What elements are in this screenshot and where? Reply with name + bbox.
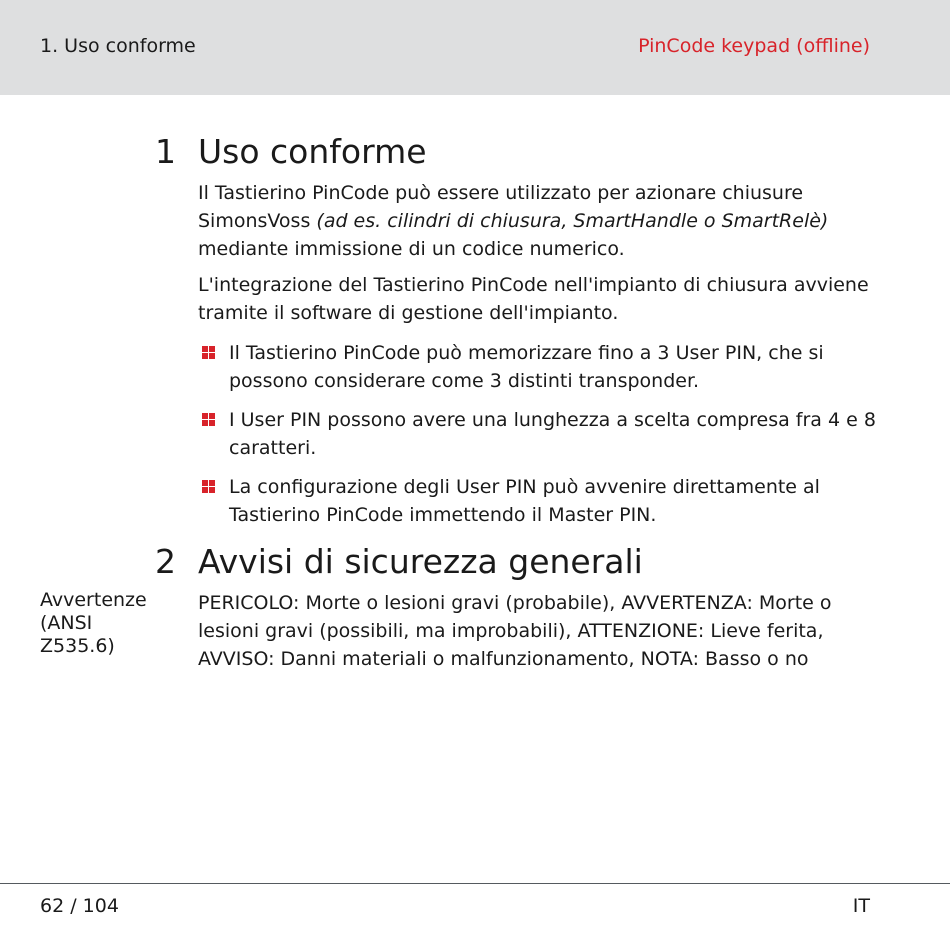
list-item: [198, 406, 878, 462]
paragraph-1-italic-examples: (ad es. cilindri di chiusura, SmartHandle o SmartRelè): [316, 210, 829, 232]
header-section-title: 1. Uso conforme: [40, 35, 196, 57]
bullet-text: I User PIN possono avere una lunghezza a scelta compresa fra 4 e 8 caratteri.: [229, 409, 876, 459]
bullet-text: La configurazione degli User PIN può avvenire direttamente al Tastierino PinCode immettendo il Master PIN.: [229, 476, 820, 526]
paragraph-1-text-start: Il Tastierino PinCode può essere utilizzato per azionare chiusure SimonsVoss: [198, 182, 804, 232]
section-2-body-block: [198, 589, 878, 673]
footer-divider: [0, 883, 950, 884]
section-1-heading: [155, 132, 427, 172]
section-1-intro: [198, 179, 878, 263]
section-1-paragraph-1: [198, 179, 878, 263]
section-1-number: 1: [155, 132, 176, 171]
list-item: [198, 473, 878, 529]
paragraph-1-text-end: mediante immissione di un codice numerico.: [198, 238, 625, 260]
red-square-bullet-icon: [202, 480, 215, 493]
bullet-text: Il Tastierino PinCode può memorizzare fino a 3 User PIN, che si possono considerare come 3 distinti transponder.: [229, 342, 824, 392]
section-2-title: Avvisi di sicurezza generali: [198, 542, 643, 581]
section-2-number: 2: [155, 542, 176, 581]
section-1-title: Uso conforme: [198, 132, 427, 171]
feature-bullet-list: [198, 339, 878, 540]
section-1-paragraph-2-block: [198, 271, 878, 327]
red-square-bullet-icon: [202, 413, 215, 426]
red-square-bullet-icon: [202, 346, 215, 359]
section-2-heading: [155, 542, 643, 582]
section-1-paragraph-2: L'integrazione del Tastierino PinCode nell'impianto di chiusura avviene tramite il software di gestione dell'impianto.: [198, 274, 869, 324]
language-code: IT: [852, 895, 870, 917]
header-product-name: PinCode keypad (offline): [638, 35, 870, 57]
list-item: [198, 339, 878, 395]
warning-side-note: Avvertenze (ANSI Z535.6): [40, 589, 147, 657]
page-header: [0, 0, 950, 95]
page-number: 62 / 104: [40, 895, 119, 917]
section-2-body: PERICOLO: Morte o lesioni gravi (probabile), AVVERTENZA: Morte o lesioni gravi (possibili, ma improbabili), ATTENZIONE: Lieve ferita, AVVISO: Danni materiali o malfunzionamento, NOTA: Basso o no: [198, 592, 832, 670]
